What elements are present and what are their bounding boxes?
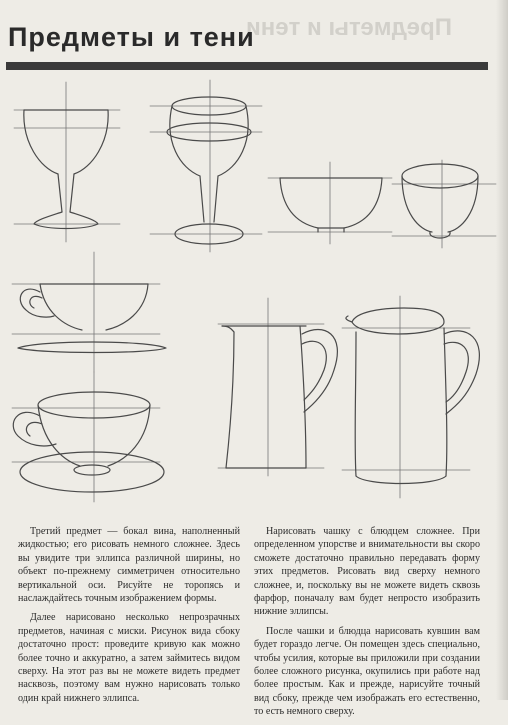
page-title: Предметы и тени [8,22,255,52]
jug-side-view-sketch [218,298,337,476]
paragraph-wine-glass: Третий предмет — бокал вина, наполненный жидкостью; его рисовать немного сложнее. Здесь вы увидите три эллипса различной ширины, но объект по-прежнему симметричен относительно вертикальной оси. Рисуйте не торопясь и наслаждайтесь точным изображением формы. [18,526,240,605]
sketch-illustrations [0,72,508,512]
jug-perspective-sketch [342,296,479,498]
bowl-three-quarter-sketch [392,160,496,248]
title-underline-bar [6,62,488,70]
bleed-through-title: Предметы и тени [246,14,452,41]
filled-wine-glass-sketch [150,80,262,252]
bowl-side-view-sketch [268,162,392,244]
paragraph-jug: После чашки и блюдца нарисовать кувшин вам будет гораздо легче. Он помещен здесь специально, чтобы усилия, которые вы приложили при создании более сложного рисунка, окупились при работе над более простым. Как и прежде, нарисуйте точный вид сбоку, прежде чем изображать его естественно, то есть немного сверху. [254,625,480,718]
page-gutter-shadow [496,0,508,700]
paragraph-cup-saucer: Нарисовать чашку с блюдцем сложнее. При определенном упорстве и внимательности вы скоро сможете достаточно правильно передавать форму этих предметов. Рисовать вид сверху немного сложнее, и, поскольку вы не можете видеть сквозь фарфор, поначалу вам будет непросто изобразить нижние эллипсы. [254,526,480,618]
text-column-left [18,525,240,711]
cup-saucer-perspective-sketch [12,372,164,502]
cup-saucer-side-view-sketch [12,252,166,372]
text-column-right [254,525,480,725]
paragraph-bowl: Далее нарисовано несколько непрозрачных предметов, начиная с миски. Рисунок вида сбоку достаточно прост: проведите кривую как можно более точно и аккуратно, а затем займитесь видом сверху. На этот раз вы не можете видеть предмет насквозь, поэтому вам нужно нарисовать только один край нижнего эллипса. [18,612,240,704]
wine-glass-sketch [14,82,120,242]
